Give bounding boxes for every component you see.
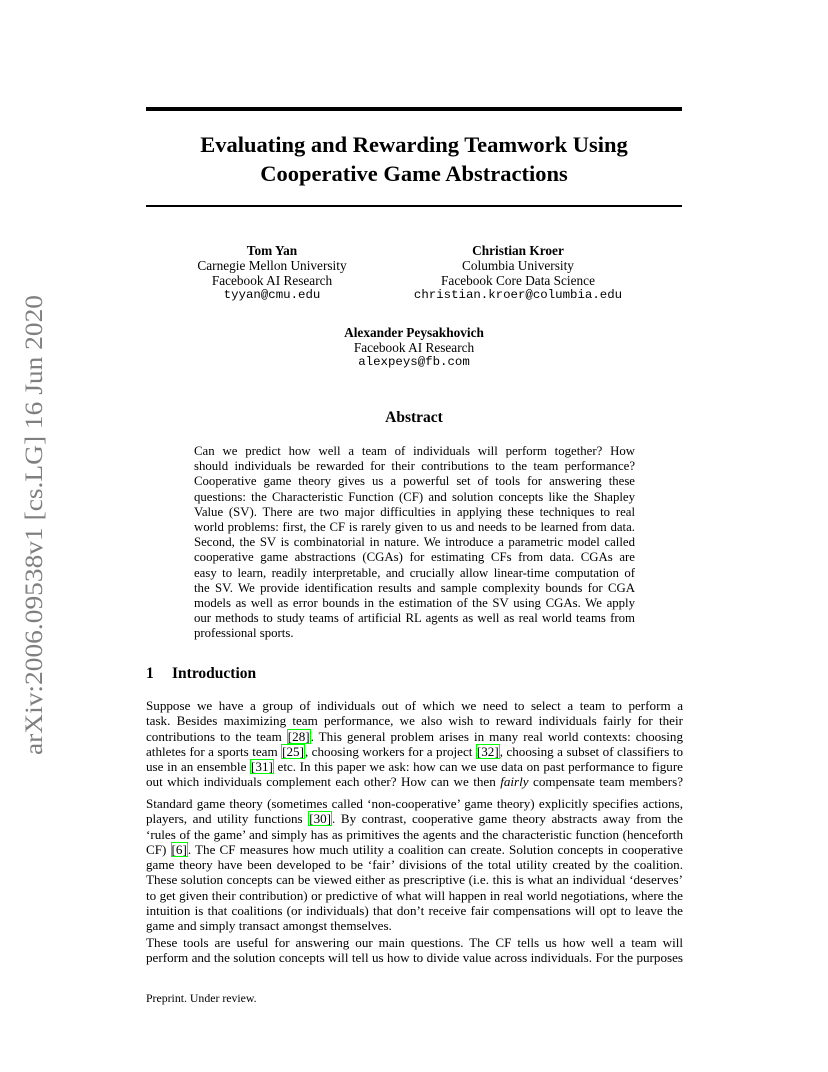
citation-link[interactable]: [30] (309, 811, 332, 827)
abstract-line: Cooperative game theory gives us a powerful set of tools for answering these (194, 474, 635, 489)
author-block (294, 325, 534, 370)
intro-paragraph-2 (146, 796, 683, 933)
preprint-footer: Preprint. Under review. (146, 991, 257, 1005)
text-line: game theory have been developed to be ‘fair’ divisions of the total utility created by the coalition. (146, 857, 683, 872)
abstract-line: Can we predict how well a team of individuals will perform together? How (194, 444, 635, 458)
title-line: Evaluating and Rewarding Teamwork Using (200, 132, 628, 157)
text-line: perform and the solution concepts will tell us how to divide value across individuals. For the purposes (146, 950, 683, 966)
text-line: game and simply transact amongst themselves. (146, 918, 392, 933)
abstract-line: the SV. We provide identification results and sample complexity bounds for CGA (194, 580, 635, 595)
abstract-heading: Abstract (385, 409, 443, 426)
text-line: Standard game theory (sometimes called ‘non-cooperative’ game theory) explicitly specifies actions, (146, 796, 683, 811)
abstract-line: cooperative game abstractions (CGAs) for estimating CFs from data. CGAs are (194, 550, 635, 565)
author-affiliation: Facebook Core Data Science (441, 273, 595, 288)
author-block (400, 243, 636, 303)
text-line: players, and utility functions [30]. By contrast, cooperative game theory abstracts away from the (146, 811, 683, 827)
title-line: Cooperative Game Abstractions (260, 161, 568, 186)
text-line: athletes for a sports team [25], choosing workers for a project [32], choosing a subset of classifiers to (146, 743, 684, 759)
author-email[interactable]: tyyan@cmu.edu (223, 288, 321, 302)
abstract-line: Second, the SV is combinatorial in nature. We introduce a parametric model called (194, 535, 635, 550)
text-line: CF) [6]. The CF measures how much utility a coalition can create. Solution concepts in cooperative (146, 841, 683, 857)
text-line: Suppose we have a group of individuals out of which we need to select a team to perform a (146, 698, 683, 713)
abstract-body (194, 444, 635, 642)
author-block (172, 243, 372, 303)
citation-link[interactable]: [32] (476, 743, 499, 759)
author-affiliation: Columbia University (462, 258, 574, 273)
text-line: to get given their contribution) or predictive of what will happen in real world negotiations, where the (146, 887, 683, 903)
abstract-line: professional sports. (194, 626, 294, 641)
section-title: Introduction (172, 665, 257, 682)
author-affiliation: Facebook AI Research (211, 273, 333, 288)
abstract-line: easy to learn, readily interpretable, and crucially allow linear-time computation of (194, 565, 635, 580)
author-name: Tom Yan (246, 243, 298, 258)
text-line: use in an ensemble [31] etc. In this paper we ask: how can we use data on past performance to figure (146, 759, 683, 774)
abstract-line: world problems: first, the CF is rarely given to us and needs to be learned from data. (194, 520, 635, 535)
title-bottom-rule (146, 205, 682, 207)
intro-paragraph-3 (146, 935, 683, 966)
abstract-line: Value (SV). There are two major difficulties in applying these techniques to real (194, 504, 635, 519)
author-email[interactable]: christian.kroer@columbia.edu (413, 288, 623, 302)
text-line: intuition is that coalitions (or individuals) that don’t receive fair compensations will opt to leave the (146, 902, 683, 918)
citation-link[interactable]: [6] (171, 841, 187, 857)
text-line: contributions to the team [28]. This general problem arises in many real world contexts: choosing (146, 728, 683, 744)
abstract-line: our methods to study teams of artificial RL agents as well as real world teams from (194, 611, 635, 626)
text-line: task. Besides maximizing team performance, we also wish to reward individuals fairly for their (146, 713, 683, 729)
author-name: Alexander Peysakhovich (344, 325, 484, 340)
text-line: These solution concepts can be viewed either as prescriptive (i.e. this is what an individual ‘deserves’ (146, 872, 683, 888)
author-name: Christian Kroer (472, 243, 564, 258)
text-line: These tools are useful for answering our main questions. The CF tells us how well a team will (146, 935, 683, 950)
intro-paragraph-1 (146, 698, 683, 790)
author-affiliation: Facebook AI Research (353, 340, 475, 355)
title-top-rule (146, 107, 682, 111)
author-affiliation: Carnegie Mellon University (197, 258, 347, 273)
abstract-line: models as well as error bounds in the estimation of the SV using CGAs. We apply (194, 596, 635, 611)
section-number: 1 (146, 665, 154, 682)
emphasis: fairly (500, 774, 529, 790)
author-email[interactable]: alexpeys@fb.com (358, 355, 470, 369)
abstract-line: questions: the Characteristic Function (CF) and solution concepts like the Shapley (194, 489, 635, 504)
abstract-line: should individuals be rewarded for their contributions to the team performance? (194, 459, 635, 474)
citation-link[interactable]: [25] (282, 743, 304, 759)
paper-title (146, 130, 682, 188)
citation-link[interactable]: [28] (287, 728, 310, 744)
arxiv-side-stamp (2, 290, 52, 760)
text-line: ‘rules of the game’ and simply has as primitives the agents and the characteristic function (henceforth (146, 826, 683, 842)
text-line: out which individuals complement each other? How can we then fairly compensate team members? (146, 774, 684, 790)
section-heading (146, 665, 256, 683)
citation-link[interactable]: [31] (251, 759, 273, 774)
arxiv-identifier: arXiv:2006.09538v1 [cs.LG] 16 Jun 2020 (21, 335, 48, 755)
